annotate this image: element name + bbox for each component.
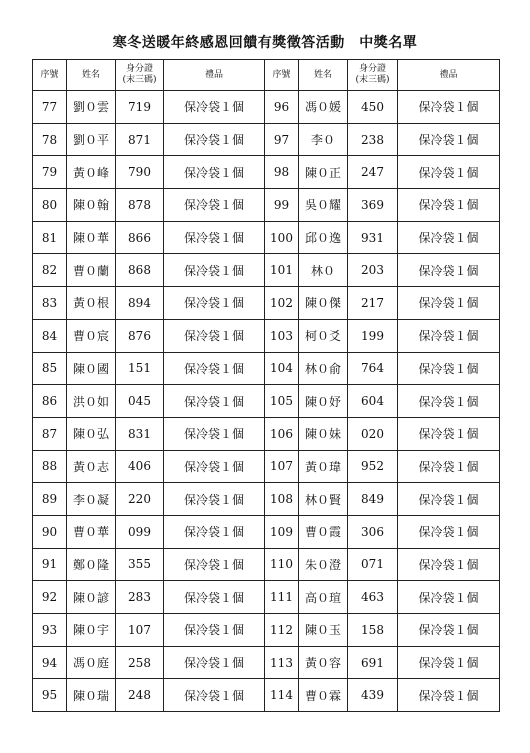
cell-id-last3: 258: [116, 646, 164, 679]
header-id: [348, 60, 398, 91]
cell-id-last3: 071: [348, 548, 398, 581]
table-row: [33, 417, 500, 450]
cell-name: 陳０玉: [299, 614, 348, 647]
cell-id-last3: 045: [116, 385, 164, 418]
cell-id-last3: 199: [348, 319, 398, 352]
cell-prize: 保冷袋１個: [398, 189, 500, 222]
winners-table: [32, 59, 500, 712]
cell-prize: 保冷袋１個: [164, 254, 265, 287]
header-id-line2: (末三碼): [122, 75, 157, 85]
cell-seq: 97: [265, 123, 299, 156]
cell-id-last3: 283: [116, 581, 164, 614]
cell-prize: 保冷袋１個: [164, 483, 265, 516]
cell-name: 曹０宸: [67, 319, 116, 352]
cell-seq: 100: [265, 221, 299, 254]
cell-prize: 保冷袋１個: [398, 515, 500, 548]
cell-prize: 保冷袋１個: [398, 287, 500, 320]
cell-name: 劉０雲: [67, 91, 116, 124]
cell-id-last3: 764: [348, 352, 398, 385]
cell-id-last3: 107: [116, 614, 164, 647]
cell-seq: 109: [265, 515, 299, 548]
cell-prize: 保冷袋１個: [164, 515, 265, 548]
cell-seq: 106: [265, 417, 299, 450]
header-id-line1: 身分證: [358, 64, 386, 74]
cell-prize: 保冷袋１個: [398, 614, 500, 647]
cell-prize: 保冷袋１個: [164, 614, 265, 647]
cell-name: 陳０宇: [67, 614, 116, 647]
cell-id-last3: 158: [348, 614, 398, 647]
table-row: [33, 91, 500, 124]
cell-seq: 99: [265, 189, 299, 222]
cell-name: 陳０翰: [67, 189, 116, 222]
cell-prize: 保冷袋１個: [164, 385, 265, 418]
cell-name: 曹０華: [67, 515, 116, 548]
cell-prize: 保冷袋１個: [164, 679, 265, 712]
cell-id-last3: 099: [116, 515, 164, 548]
cell-seq: 79: [33, 156, 67, 189]
cell-id-last3: 247: [348, 156, 398, 189]
cell-seq: 90: [33, 515, 67, 548]
cell-seq: 86: [33, 385, 67, 418]
cell-name: 陳０妹: [299, 417, 348, 450]
cell-name: 黃０志: [67, 450, 116, 483]
cell-seq: 113: [265, 646, 299, 679]
cell-prize: 保冷袋１個: [398, 679, 500, 712]
cell-name: 林０俞: [299, 352, 348, 385]
cell-prize: 保冷袋１個: [398, 221, 500, 254]
table-row: [33, 123, 500, 156]
cell-id-last3: 952: [348, 450, 398, 483]
cell-prize: 保冷袋１個: [164, 189, 265, 222]
cell-name: 林０賢: [299, 483, 348, 516]
cell-prize: 保冷袋１個: [398, 385, 500, 418]
cell-id-last3: 878: [116, 189, 164, 222]
table-row: [33, 646, 500, 679]
table-row: [33, 352, 500, 385]
cell-seq: 81: [33, 221, 67, 254]
header-seq: 序號: [33, 60, 67, 91]
table-row: [33, 581, 500, 614]
cell-name: 陳０國: [67, 352, 116, 385]
table-row: [33, 156, 500, 189]
cell-id-last3: 238: [348, 123, 398, 156]
cell-id-last3: 203: [348, 254, 398, 287]
table-row: [33, 221, 500, 254]
cell-prize: 保冷袋１個: [164, 287, 265, 320]
table-row: [33, 450, 500, 483]
table-row: [33, 548, 500, 581]
cell-id-last3: 369: [348, 189, 398, 222]
cell-name: 陳０瑞: [67, 679, 116, 712]
cell-id-last3: 450: [348, 91, 398, 124]
cell-seq: 101: [265, 254, 299, 287]
cell-seq: 91: [33, 548, 67, 581]
header-prize: 禮品: [398, 60, 500, 91]
cell-name: 曹０霞: [299, 515, 348, 548]
cell-name: 林０: [299, 254, 348, 287]
cell-seq: 89: [33, 483, 67, 516]
cell-prize: 保冷袋１個: [398, 646, 500, 679]
cell-name: 黃０瑋: [299, 450, 348, 483]
cell-name: 曹０霖: [299, 679, 348, 712]
cell-prize: 保冷袋１個: [164, 319, 265, 352]
header-id-line2: (末三碼): [355, 75, 390, 85]
cell-seq: 98: [265, 156, 299, 189]
cell-seq: 87: [33, 417, 67, 450]
cell-prize: 保冷袋１個: [164, 352, 265, 385]
cell-prize: 保冷袋１個: [164, 123, 265, 156]
cell-id-last3: 248: [116, 679, 164, 712]
cell-prize: 保冷袋１個: [164, 91, 265, 124]
cell-prize: 保冷袋１個: [398, 548, 500, 581]
cell-id-last3: 931: [348, 221, 398, 254]
cell-id-last3: 604: [348, 385, 398, 418]
table-row: [33, 679, 500, 712]
cell-id-last3: 894: [116, 287, 164, 320]
header-id-line1: 身分證: [125, 64, 153, 74]
cell-prize: 保冷袋１個: [398, 450, 500, 483]
cell-prize: 保冷袋１個: [398, 417, 500, 450]
cell-seq: 93: [33, 614, 67, 647]
cell-name: 曹０蘭: [67, 254, 116, 287]
table-body: [33, 91, 500, 712]
cell-name: 陳０弘: [67, 417, 116, 450]
cell-name: 李０凝: [67, 483, 116, 516]
cell-name: 陳０正: [299, 156, 348, 189]
cell-seq: 105: [265, 385, 299, 418]
cell-seq: 94: [33, 646, 67, 679]
header-prize: 禮品: [164, 60, 265, 91]
cell-seq: 88: [33, 450, 67, 483]
header-id: [116, 60, 164, 91]
cell-name: 鄭０隆: [67, 548, 116, 581]
cell-prize: 保冷袋１個: [398, 254, 500, 287]
cell-id-last3: 831: [116, 417, 164, 450]
cell-seq: 83: [33, 287, 67, 320]
cell-name: 柯０爻: [299, 319, 348, 352]
header-row: [33, 60, 500, 91]
cell-name: 陳０妤: [299, 385, 348, 418]
cell-id-last3: 868: [116, 254, 164, 287]
cell-seq: 111: [265, 581, 299, 614]
cell-prize: 保冷袋１個: [398, 91, 500, 124]
cell-seq: 96: [265, 91, 299, 124]
cell-seq: 110: [265, 548, 299, 581]
cell-seq: 84: [33, 319, 67, 352]
header-name: 姓名: [299, 60, 348, 91]
cell-seq: 103: [265, 319, 299, 352]
cell-seq: 92: [33, 581, 67, 614]
cell-prize: 保冷袋１個: [398, 581, 500, 614]
cell-id-last3: 849: [348, 483, 398, 516]
table-row: [33, 254, 500, 287]
cell-name: 黃０峰: [67, 156, 116, 189]
cell-seq: 82: [33, 254, 67, 287]
cell-name: 李０: [299, 123, 348, 156]
cell-id-last3: 217: [348, 287, 398, 320]
cell-prize: 保冷袋１個: [398, 156, 500, 189]
table-row: [33, 319, 500, 352]
table-row: [33, 614, 500, 647]
cell-id-last3: 866: [116, 221, 164, 254]
cell-seq: 85: [33, 352, 67, 385]
cell-prize: 保冷袋１個: [164, 156, 265, 189]
cell-seq: 112: [265, 614, 299, 647]
table-row: [33, 189, 500, 222]
cell-name: 邱０逸: [299, 221, 348, 254]
cell-id-last3: 151: [116, 352, 164, 385]
table-row: [33, 515, 500, 548]
cell-name: 洪０如: [67, 385, 116, 418]
cell-name: 吳０耀: [299, 189, 348, 222]
cell-id-last3: 220: [116, 483, 164, 516]
cell-seq: 114: [265, 679, 299, 712]
cell-prize: 保冷袋１個: [164, 450, 265, 483]
header-name: 姓名: [67, 60, 116, 91]
cell-id-last3: 790: [116, 156, 164, 189]
cell-name: 陳０華: [67, 221, 116, 254]
cell-seq: 95: [33, 679, 67, 712]
cell-prize: 保冷袋１個: [398, 352, 500, 385]
cell-prize: 保冷袋１個: [398, 483, 500, 516]
cell-id-last3: 020: [348, 417, 398, 450]
page-title: 寒冬送暖年終感恩回饋有獎徵答活動 中獎名單: [112, 35, 418, 51]
table-row: [33, 385, 500, 418]
cell-prize: 保冷袋１個: [164, 581, 265, 614]
cell-seq: 77: [33, 91, 67, 124]
cell-prize: 保冷袋１個: [164, 548, 265, 581]
cell-id-last3: 876: [116, 319, 164, 352]
cell-id-last3: 871: [116, 123, 164, 156]
cell-name: 黃０根: [67, 287, 116, 320]
cell-seq: 80: [33, 189, 67, 222]
cell-prize: 保冷袋１個: [398, 123, 500, 156]
cell-prize: 保冷袋１個: [164, 646, 265, 679]
cell-seq: 104: [265, 352, 299, 385]
cell-id-last3: 463: [348, 581, 398, 614]
cell-prize: 保冷袋１個: [164, 221, 265, 254]
cell-name: 黃０容: [299, 646, 348, 679]
cell-name: 馮０媛: [299, 91, 348, 124]
table-row: [33, 483, 500, 516]
cell-seq: 102: [265, 287, 299, 320]
cell-name: 陳０諺: [67, 581, 116, 614]
cell-prize: 保冷袋１個: [164, 417, 265, 450]
cell-name: 陳０傑: [299, 287, 348, 320]
cell-seq: 108: [265, 483, 299, 516]
cell-name: 劉０平: [67, 123, 116, 156]
cell-name: 朱０澄: [299, 548, 348, 581]
cell-seq: 107: [265, 450, 299, 483]
table-header: [33, 60, 500, 91]
cell-id-last3: 355: [116, 548, 164, 581]
header-seq: 序號: [265, 60, 299, 91]
cell-name: 高０瑄: [299, 581, 348, 614]
cell-id-last3: 406: [116, 450, 164, 483]
cell-name: 馮０庭: [67, 646, 116, 679]
cell-seq: 78: [33, 123, 67, 156]
cell-id-last3: 439: [348, 679, 398, 712]
cell-id-last3: 719: [116, 91, 164, 124]
cell-id-last3: 306: [348, 515, 398, 548]
cell-id-last3: 691: [348, 646, 398, 679]
cell-prize: 保冷袋１個: [398, 319, 500, 352]
table-row: [33, 287, 500, 320]
